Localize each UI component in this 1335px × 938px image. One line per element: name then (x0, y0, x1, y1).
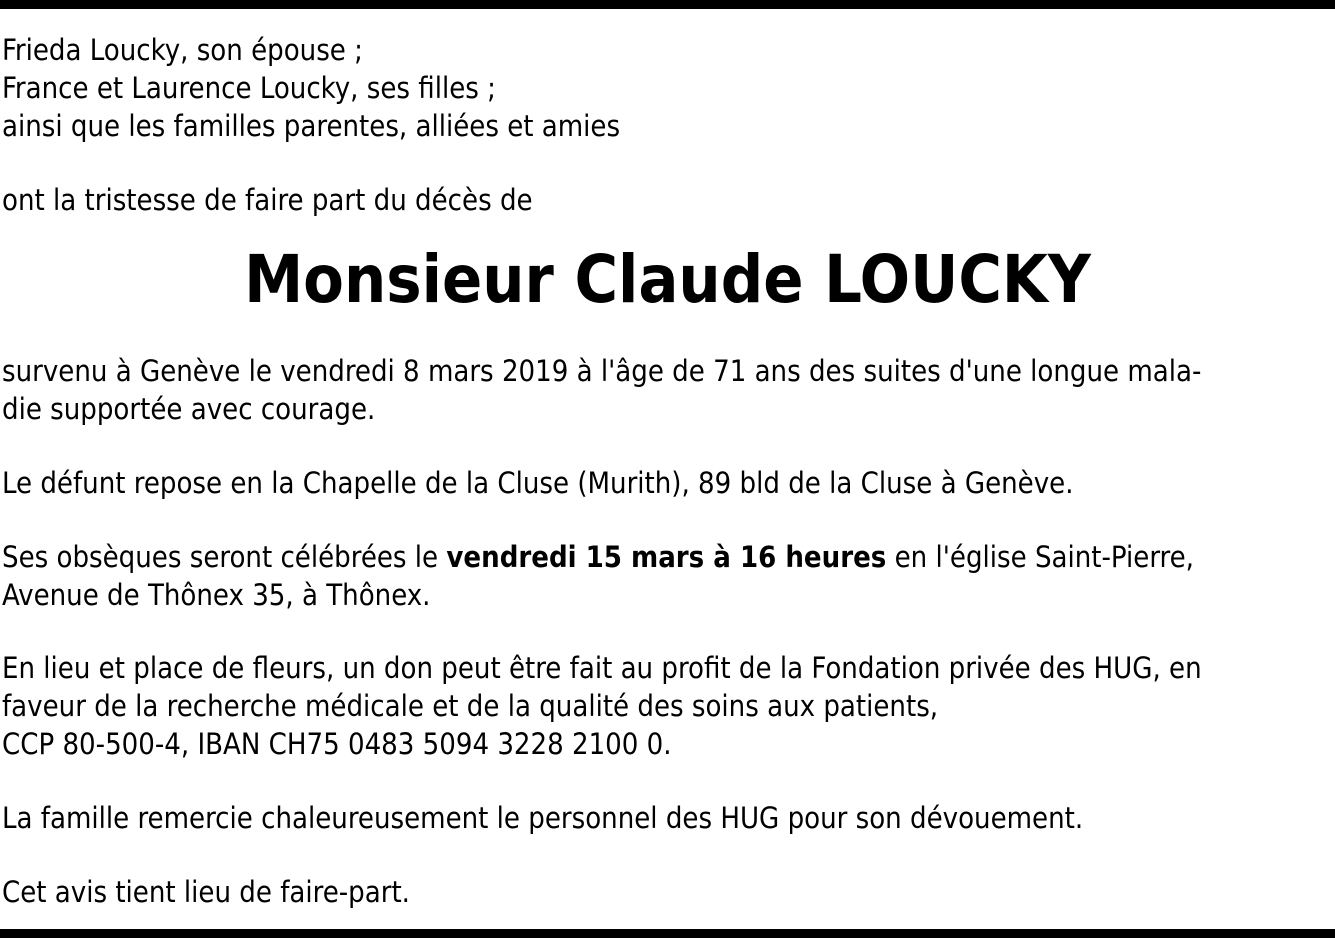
bottom-border-rule (0, 929, 1335, 938)
family-line-relatives: ainsi que les familles parentes, alliées et amies (2, 109, 621, 143)
family-line-daughters: France et Laurence Loucky, ses filles ; (2, 71, 496, 105)
thanks-paragraph: La famille remercie chaleureusement le personnel des HUG pour son dévouement. (2, 801, 1084, 835)
bank-details: CCP 80-500-4, IBAN CH75 0483 5094 3228 2100 0. (2, 727, 672, 761)
announcement-text: ont la tristesse de faire part du décès de (2, 183, 533, 217)
closing-note: Cet avis tient lieu de faire-part. (2, 875, 410, 909)
death-info-paragraph: survenu à Genève le vendredi 8 mars 2019 à l'âge de 71 ans des suites d'une longue mala- die supportée avec courage. (2, 354, 1202, 426)
funeral-date-emphasis: vendredi 15 mars à 16 heures (446, 540, 887, 574)
top-border-rule (0, 0, 1335, 9)
donation-paragraph: En lieu et place de fleurs, un don peut être fait au profit de la Fondation privée des HUG, en faveur de la recherche médicale et de la qualité des soins aux patients, CCP 80-500-4, IBAN CH75 0483 5094 3228 2100 0. (2, 651, 1202, 761)
family-members (2, 31, 1335, 145)
deceased-name-heading: Monsieur Claude LOUCKY (244, 241, 1091, 318)
repose-paragraph: Le défunt repose en la Chapelle de la Cluse (Murith), 89 bld de la Cluse à Genève. (2, 466, 1074, 500)
funeral-paragraph: Ses obsèques seront célébrées le vendredi 15 mars à 16 heures en l'église Saint-Pierre, Avenue de Thônex 35, à Thônex. (2, 540, 1194, 612)
family-line-spouse: Frieda Loucky, son épouse ; (2, 33, 363, 67)
